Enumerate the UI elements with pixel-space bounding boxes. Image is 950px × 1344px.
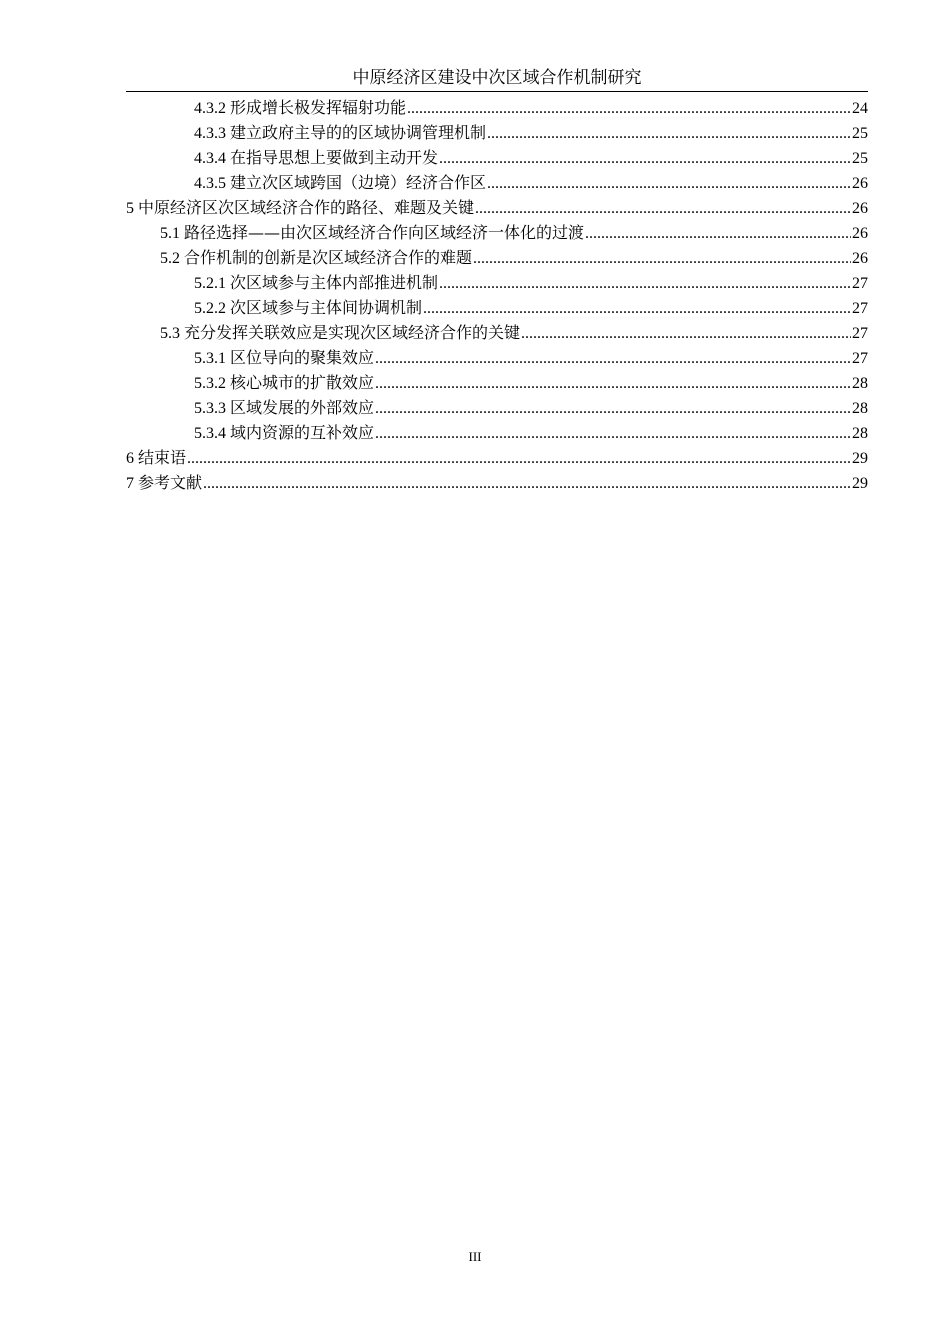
toc-entry[interactable] [126,320,868,345]
toc-entry[interactable] [126,395,868,420]
toc-entry-number: 5.3.1 [194,350,226,367]
toc-entry-page: 26 [852,200,868,217]
toc-entry-number: 5.3.2 [194,375,226,392]
toc-entry-number: 5.2 [160,250,180,267]
toc-entry[interactable] [126,95,868,120]
toc-dot-leader [407,96,851,121]
toc-entry-title: 中原经济区次区域经济合作的路径、难题及关键 [138,198,475,217]
toc-entry[interactable] [126,220,868,245]
toc-entry-title: 建立政府主导的的区域协调管理机制 [230,123,487,142]
toc-entry-number: 4.3.3 [194,125,226,142]
toc-entry[interactable] [126,295,868,320]
toc-entry-page: 27 [852,325,868,342]
toc-dot-leader [585,221,851,246]
toc-entry-page: 29 [852,475,868,492]
toc-entry-number: 5 [126,200,134,217]
toc-entry[interactable] [126,445,868,470]
toc-entry-number: 5.3 [160,325,180,342]
toc-entry[interactable] [126,420,868,445]
toc-entry-title: 域内资源的互补效应 [230,423,375,442]
toc-dot-leader [375,421,851,446]
table-of-contents [126,95,868,495]
toc-entry[interactable] [126,170,868,195]
toc-entry[interactable] [126,245,868,270]
toc-entry-page: 24 [852,100,868,117]
toc-entry-number: 4.3.4 [194,150,226,167]
toc-entry-page: 27 [852,350,868,367]
toc-entry-title: 建立次区域跨国（边境）经济合作区 [230,173,487,192]
toc-entry-number: 7 [126,475,134,492]
toc-entry-number: 4.3.2 [194,100,226,117]
toc-dot-leader [423,296,851,321]
toc-entry-page: 29 [852,450,868,467]
toc-entry-title: 区域发展的外部效应 [230,398,375,417]
toc-entry-page: 28 [852,375,868,392]
toc-entry-title: 次区域参与主体内部推进机制 [230,273,439,292]
toc-entry[interactable] [126,120,868,145]
toc-dot-leader [439,146,851,171]
toc-dot-leader [475,196,851,221]
toc-entry-title: 核心城市的扩散效应 [230,373,375,392]
toc-entry-number: 5.2.1 [194,275,226,292]
toc-entry-number: 6 [126,450,134,467]
toc-entry-page: 26 [852,225,868,242]
toc-dot-leader [473,246,851,271]
toc-dot-leader [375,346,851,371]
toc-entry-page: 28 [852,425,868,442]
toc-entry-title: 在指导思想上要做到主动开发 [230,148,439,167]
toc-dot-leader [439,271,851,296]
toc-dot-leader [375,396,851,421]
toc-dot-leader [187,446,851,471]
toc-entry[interactable] [126,345,868,370]
toc-entry-title: 合作机制的创新是次区域经济合作的难题 [184,248,473,267]
toc-dot-leader [487,121,851,146]
page-number: III [468,1249,482,1264]
toc-entry[interactable] [126,370,868,395]
toc-entry[interactable] [126,195,868,220]
toc-entry-number: 5.2.2 [194,300,226,317]
header-rule [126,91,868,92]
toc-entry-title: 参考文献 [138,473,203,492]
toc-entry[interactable] [126,145,868,170]
toc-entry-title: 形成增长极发挥辐射功能 [230,98,407,117]
toc-entry-page: 27 [852,300,868,317]
toc-entry-title: 区位导向的聚集效应 [230,348,375,367]
toc-entry-page: 28 [852,400,868,417]
toc-entry-title: 结束语 [138,448,187,467]
toc-entry-number: 4.3.5 [194,175,226,192]
toc-entry-number: 5.3.3 [194,400,226,417]
toc-entry-page: 25 [852,125,868,142]
toc-entry[interactable] [126,270,868,295]
toc-entry-title: 次区域参与主体间协调机制 [230,298,423,317]
toc-entry-page: 26 [852,175,868,192]
toc-entry-page: 26 [852,250,868,267]
toc-dot-leader [375,371,851,396]
toc-dot-leader [521,321,851,346]
toc-entry[interactable] [126,470,868,495]
toc-dot-leader [487,171,851,196]
toc-entry-page: 25 [852,150,868,167]
toc-dot-leader [203,471,851,496]
toc-entry-title: 充分发挥关联效应是实现次区域经济合作的关键 [184,323,521,342]
toc-entry-number: 5.1 [160,225,180,242]
toc-entry-number: 5.3.4 [194,425,226,442]
page-header-title: 中原经济区建设中次区域合作机制研究 [352,68,642,88]
toc-entry-title: 路径选择——由次区域经济合作向区域经济一体化的过渡 [184,223,585,242]
toc-entry-page: 27 [852,275,868,292]
